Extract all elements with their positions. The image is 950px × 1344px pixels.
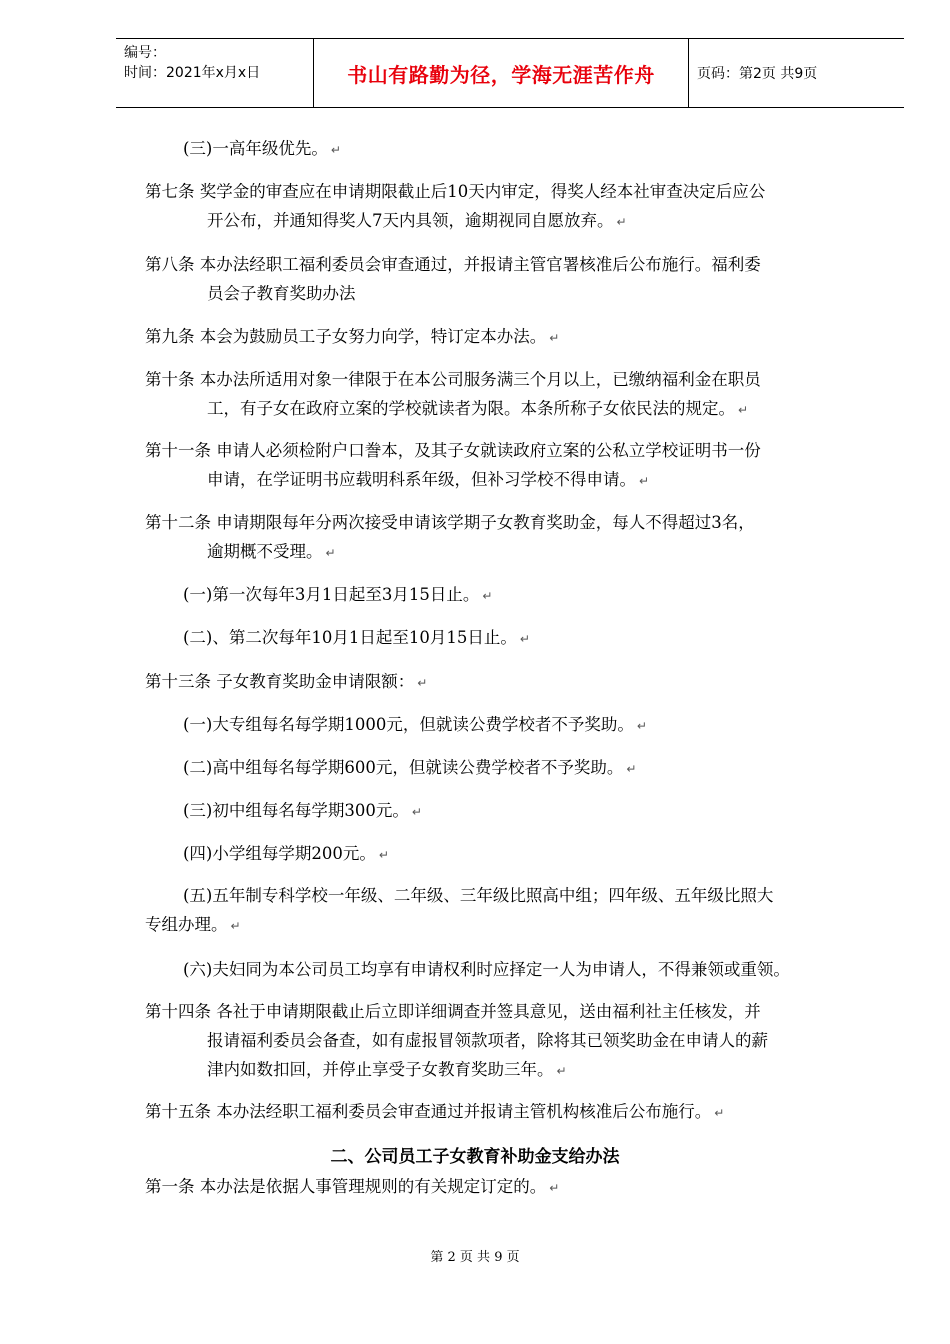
article-10: 第十条 本办法所适用对象一律限于在本公司服务满三个月以上，已缴纳福利金在职员 工，有子女在政府立案的学校就读者为限。本条所称子女依民法的规定。 ↵ [145,370,761,418]
page-footer: 第 2 页 共 9 页 [430,1250,520,1265]
article-13: 第十三条 子女教育奖助金申请限额： ↵ [145,672,428,691]
article-9: 第九条 本会为鼓励员工子女努力向学，特订定本办法。 ↵ [145,327,560,346]
paragraph: (二)高中组每名每学期600元，但就读公费学校者不予奖助。 ↵ [183,758,637,777]
time-label: 时间：2021年x月x日 [124,65,261,81]
header-motto: 书山有路勤为径，学海无涯苦作舟 [314,39,689,107]
header-meta [116,39,314,107]
paragraph: (三)初中组每名每学期300元。 ↵ [183,801,422,820]
article-12: 第十二条 申请期限每年分两次接受申请该学期子女教育奖助金，每人不得超过3名， 逾期概不受理。 ↵ [145,513,755,561]
paragraph: (三)一高年级优先。 ↵ [183,139,341,158]
section-title: 二、公司员工子女教育补助金支给办法 [330,1147,620,1167]
section-2-article-1: 第一条 本办法是依据人事管理规则的有关规定订定的。 ↵ [145,1177,560,1196]
paragraph: (一)第一次每年3月1日起至3月15日止。 ↵ [183,585,493,604]
article-14: 第十四条 各社于申请期限截止后立即详细调查并签具意见，送由福利社主任核发，并 报请福利委员会备查，如有虚报冒领款项者，除将其已领奖助金在申请人的薪 津内如数扣回，并停止享受子女教育奖助三年。 ↵ [145,1002,768,1079]
article-7: 第七条 奖学金的审查应在申请期限截止后10天内审定，得奖人经本社审查决定后应公 开公布，并通知得奖人7天内具领，逾期视同自愿放弃。 ↵ [145,182,766,230]
number-label: 编号： [124,45,166,61]
paragraph: (五)五年制专科学校一年级、二年级、三年级比照高中组；四年级、五年级比照大 专组办理。 ↵ [145,886,774,934]
article-15: 第十五条 本办法经职工福利委员会审查通过并报请主管机构核准后公布施行。 ↵ [145,1102,725,1121]
paragraph: (四)小学组每学期200元。 ↵ [183,844,389,863]
article-11: 第十一条 申请人必须检附户口誊本，及其子女就读政府立案的公私立学校证明书一份 申请，在学证明书应载明科系年级，但补习学校不得申请。 ↵ [145,441,761,489]
page-header [116,38,904,108]
paragraph: (一)大专组每名每学期1000元，但就读公费学校者不予奖助。 ↵ [183,715,647,734]
article-8: 第八条 本办法经职工福利委员会审查通过，并报请主管官署核准后公布施行。福利委 员会子教育奖助办法 [145,255,761,303]
paragraph: (六)夫妇同为本公司员工均享有申请权利时应择定一人为申请人，不得兼领或重领。 [183,960,790,979]
header-page-label: 页码：第2页 共9页 [697,66,818,82]
paragraph: (二)、第二次每年10月1日起至10月15日止。 ↵ [183,628,530,647]
